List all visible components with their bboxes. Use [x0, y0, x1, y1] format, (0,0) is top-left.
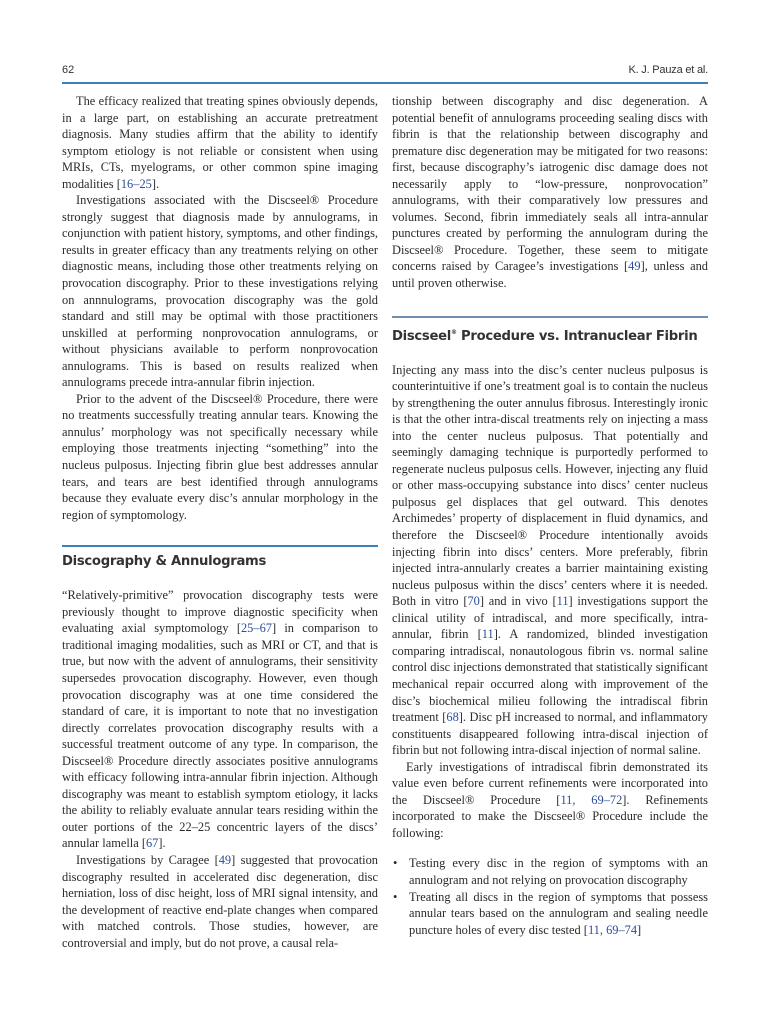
paragraph: “Relatively-primitive” provocation discography tests were previously thought to improve diagnostic specificity when evaluating axial symptomology [25–67] in comparison to traditional imaging modalities, such as MRI or CT, and that is true, but now with the advent of annulograms, their sensitivity supersedes provocation discography. However, even though provocation discography was at one time considered the standard of care, it is important to note that no investigation directly correlates provocation discography results with a successful treatment outcome of any type. In comparison, the Discseel® Procedure directly associates positive annulograms with efficacy following intra-annular fibrin injection. Although discography was meant to establish symptom etiology, it lacks the ability to reliably evaluate annular tears residing within the outer portions of the 22–25 concentric layers of the discs’ annular lamella [67]. — [62, 588, 378, 851]
paragraph: Early investigations of intradiscal fibrin demonstrated its value even before current refinements were incorporated into the Discseel® Procedure [11, 69–72]. Refinements incorporated to make the Discseel® Procedure include the following: — [392, 759, 708, 840]
page-number: 62 — [62, 64, 75, 76]
running-head-authors: K. J. Pauza et al. — [628, 64, 708, 76]
bullet-list — [392, 855, 708, 938]
paragraph: Prior to the advent of the Discseel® Procedure, there were no treatments successfully treating annular tears. Knowing the annulus’ morphology was not specifically necessary while employing those treatments injecting “something” into the nucleus pulposus. Injecting fibrin glue best addresses annular tears, and tears are best identified through annulograms because they evaluate every disc’s annular morphology in the region of symptomology. — [62, 391, 378, 522]
section-rule — [62, 545, 378, 547]
header-rule — [62, 82, 708, 84]
right-column — [392, 93, 708, 938]
citation-link[interactable]: 49 — [218, 852, 232, 867]
citation-link[interactable]: 11 — [481, 627, 494, 642]
citation-link[interactable]: 67 — [145, 836, 159, 851]
list-item: • Testing every disc in the region of symptoms with an annulogram and not relying on provocation discography — [393, 856, 708, 887]
citation-link[interactable]: 11 — [556, 594, 569, 609]
left-column — [62, 93, 378, 951]
section-discography-annulograms — [62, 545, 378, 951]
citation-link[interactable]: 16–25 — [120, 176, 152, 191]
citation-link[interactable]: 68 — [446, 710, 459, 725]
bullet-icon: • — [393, 889, 398, 904]
paragraph: Investigations associated with the Discseel® Procedure strongly suggest that diagnosis made by annulograms, in conjunction with patient history, symptoms, and other findings, results in greater efficacy than any treatments relying on other diagnostic means, including those other treatments relying on provocation discography. Prior to these investigations relying on annnulograms, provocation discography was the gold standard and still may be optimal with those practitioners unskilled at performing nonprovocation annulograms, or without physicians available to perform nonprovocation annulograms. This is based on results realized when annulograms precede intra-annular fibrin injection. — [62, 193, 378, 390]
section-heading: Discography & Annulograms — [62, 554, 267, 570]
paragraph: Investigations by Caragee [49] suggested that provocation discography resulted in accelerated disc degeneration, disc herniation, loss of disc height, loss of MRI signal intensity, and the development of reactive end-plate changes when compared with matched controls. Those studies, however, are controversial and imply, but do not prove, a causal rela- — [62, 852, 378, 950]
citation-link[interactable]: 11, 69–72 — [560, 792, 623, 807]
section-heading: Discseel® Procedure vs. Intranuclear Fibrin — [392, 328, 698, 344]
running-header — [62, 64, 708, 80]
citation-link[interactable]: 11, 69–74 — [587, 922, 638, 937]
section-rule — [392, 316, 708, 318]
paragraph: tionship between discography and disc degeneration. A potential benefit of annulograms proceeding sealing discs with fibrin is that the relationship between discography and premature disc degeneration may be mitigated for two reasons: first, because discography’s iatrogenic disc damage does not necessarily apply to “low-pressure, nonprovocation” annulograms, with their comparatively low pressures and volumes. Second, fibrin immediately seals all intra-annular punctures created by performing the annulogram during the Discseel® Procedure. Together, these seem to mitigate concerns raised by Caragee’s investigations [49], unless and until proven otherwise. — [392, 94, 708, 291]
citation-link[interactable]: 49 — [628, 259, 641, 274]
citation-link[interactable]: 70 — [467, 594, 480, 609]
bullet-icon: • — [393, 856, 398, 871]
paragraph: Injecting any mass into the disc’s center nucleus pulposus is counterintuitive if one’s treatment goal is to contain the nucleus by strengthening the outer annulus fibrosus. Interestingly ironic is that the other intra-discal treatments rely on injecting a mass into the center nucleus pulposus. That potentially and seemingly damaging technique is purportedly performed to regenerate nucleus pulposus cells. However, injecting any fluid or other mass-occupying substance into discs’ center nucleus pulposus gel displaces that gel outward. This denotes Archimedes’ property of displacement in fluid dynamics, and therefore the Discseel® Procedure intentionally avoids injecting fibrin into discs’ centers. More preferably, fibrin injected intra-annularly creates a barrier maintaining existing nucleus pulposus within the discs’ centers where it is needed. Both in vitro [70] and in vivo [11] investigations support the clinical utility of intradiscal, and more specifically, intra-annular, fibrin [11]. A randomized, blinded investigation comparing intradiscal, nonautologous fibrin vs. normal saline control disc injections demonstrated that statistically significant mechanical repair occurred along with improvement of the disc’s biochemical milieu following the intradiscal fibrin treatment [68]. Disc pH increased to normal, and inflammatory constituents disappeared following intra-discal injection of fibrin but not following intra-discal injection of normal saline. — [392, 362, 709, 758]
citation-link[interactable]: 25–67 — [240, 621, 272, 636]
list-item: • Treating all discs in the region of symptoms that possess annular tears based on the annulogram and sealing needle puncture holes of every disc tested [11, 69–74] — [393, 889, 708, 937]
section-discseel-vs-intranuclear — [392, 316, 708, 939]
paragraph: The efficacy realized that treating spines obviously depends, in a large part, on establishing an accurate pretreatment diagnosis. Many studies affirm that the ability to identify symptom etiology is not reliable or consistent when using MRIs, CTs, myelograms, or other common spine imaging modalities [16–25]. — [62, 94, 378, 191]
